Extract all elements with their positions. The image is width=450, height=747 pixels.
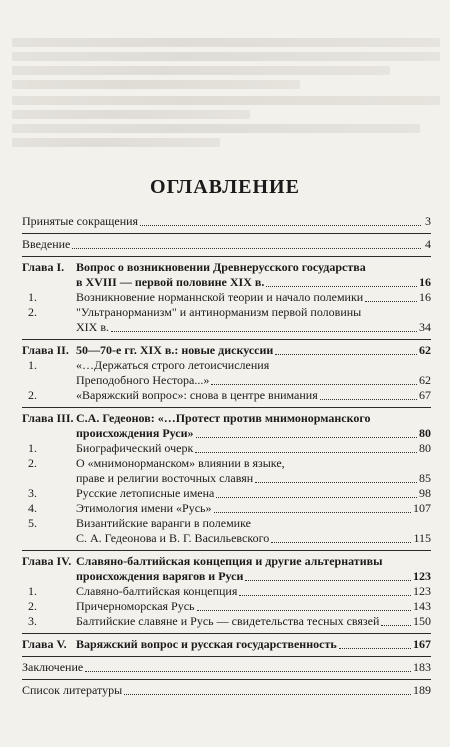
section-number: 2. xyxy=(28,599,37,613)
leader-dots xyxy=(211,384,417,385)
chapter-page: 123 xyxy=(413,569,431,583)
entry-label: Список литературы xyxy=(22,683,123,697)
section-entry[interactable] xyxy=(22,599,431,614)
bleed-through-text xyxy=(0,0,450,170)
toc-chapter-5 xyxy=(22,634,431,657)
chapter-heading[interactable] xyxy=(22,411,431,441)
chapter-title-line2: происхождения Руси» xyxy=(76,426,194,440)
entry-label: Введение xyxy=(22,237,71,251)
chapter-heading[interactable] xyxy=(22,343,431,358)
chapter-title-line1: Славяно-балтийская концепция и другие альтернативы xyxy=(76,554,383,568)
section-title: «Варяжский вопрос»: снова в центре внимания xyxy=(76,388,318,402)
section-page: 123 xyxy=(413,584,431,598)
section-page: 150 xyxy=(413,614,431,628)
section-title: Славяно-балтийская концепция xyxy=(76,584,238,598)
section-page: 143 xyxy=(413,599,431,613)
chapter-heading[interactable] xyxy=(22,260,431,290)
toc-chapter-3 xyxy=(22,408,431,551)
section-number: 3. xyxy=(28,614,37,628)
section-title: Этимология имени «Русь» xyxy=(76,501,212,515)
section-entry[interactable] xyxy=(22,501,431,516)
chapter-title-line2: в XVIII — первой половине XIX в. xyxy=(76,275,265,289)
chapter-page: 62 xyxy=(419,343,431,357)
chapter-heading[interactable] xyxy=(22,637,431,652)
chapter-number: Глава II. xyxy=(22,343,69,357)
running-head xyxy=(14,6,438,20)
section-title-line1: Византийские варанги в полемике xyxy=(76,516,251,530)
section-page: 107 xyxy=(413,501,431,515)
leader-dots xyxy=(216,497,417,498)
section-page: 85 xyxy=(419,471,431,485)
section-title: Биографический очерк xyxy=(76,441,194,455)
leader-dots xyxy=(266,286,417,287)
leader-dots xyxy=(245,580,411,581)
section-number: 1. xyxy=(28,441,37,455)
entry-page: 189 xyxy=(413,683,431,697)
section-page: 98 xyxy=(419,486,431,500)
entry-label: Заключение xyxy=(22,660,84,674)
chapter-title-line2: происхождения варягов и Руси xyxy=(76,569,244,583)
table-of-contents xyxy=(22,211,431,702)
section-number: 2. xyxy=(28,388,37,402)
chapter-page: 80 xyxy=(419,426,431,440)
chapter-page: 16 xyxy=(419,275,431,289)
section-title-line2: XIX в. xyxy=(76,320,109,334)
toc-chapter-4 xyxy=(22,551,431,634)
section-number: 2. xyxy=(28,456,37,470)
leader-dots xyxy=(85,671,411,672)
section-title-line1: "Ультранорманизм" и антинорманизм первой половины xyxy=(76,305,362,319)
section-page: 115 xyxy=(413,531,431,545)
section-title: Причерноморская Русь xyxy=(76,599,195,613)
section-title-line1: О «мнимонорманском» влиянии в языке, xyxy=(76,456,285,470)
entry-page: 3 xyxy=(425,214,431,228)
section-number: 5. xyxy=(28,516,37,530)
chapter-number: Глава V. xyxy=(22,637,67,651)
section-title: Балтийские славяне и Русь — свидетельства тесных связей xyxy=(76,614,380,628)
section-entry[interactable] xyxy=(22,614,431,629)
chapter-title-line1: С.А. Гедеонов: «…Протест против мнимонорманского xyxy=(76,411,371,425)
chapter-number: Глава IV. xyxy=(22,554,72,568)
section-title-line1: «…Держаться строго летоисчисления xyxy=(76,358,270,372)
leader-dots xyxy=(255,482,417,483)
page-title: ОГЛАВЛЕНИЕ xyxy=(150,176,300,198)
toc-entry-abbreviations[interactable] xyxy=(22,211,431,234)
toc-chapter-1 xyxy=(22,257,431,340)
chapter-title: Варяжский вопрос и русская государственность xyxy=(76,637,337,651)
section-title-line2: Преподобного Нестора...» xyxy=(76,373,210,387)
section-page: 80 xyxy=(419,441,431,455)
section-entry[interactable] xyxy=(22,388,431,403)
section-page: 34 xyxy=(419,320,431,334)
section-title: Русские летописные имена xyxy=(76,486,215,500)
leader-dots xyxy=(339,648,411,649)
section-entry[interactable] xyxy=(22,305,431,335)
chapter-heading[interactable] xyxy=(22,554,431,584)
chapter-page: 167 xyxy=(413,637,431,651)
toc-entry-conclusion[interactable] xyxy=(22,657,431,680)
section-title-line2: праве и религии восточных славян xyxy=(76,471,254,485)
section-entry[interactable] xyxy=(22,441,431,456)
section-entry[interactable] xyxy=(22,486,431,501)
leader-dots xyxy=(195,452,417,453)
leader-dots xyxy=(197,610,411,611)
section-number: 1. xyxy=(28,358,37,372)
section-number: 4. xyxy=(28,501,37,515)
leader-dots xyxy=(140,225,421,226)
leader-dots xyxy=(111,331,417,332)
section-number: 1. xyxy=(28,290,37,304)
section-title: Возникновение норманнской теории и начало полемики xyxy=(76,290,364,304)
section-entry[interactable] xyxy=(22,516,431,546)
leader-dots xyxy=(72,248,421,249)
leader-dots xyxy=(365,301,417,302)
section-entry[interactable] xyxy=(22,456,431,486)
leader-dots xyxy=(239,595,411,596)
leader-dots xyxy=(214,512,411,513)
entry-page: 183 xyxy=(413,660,431,674)
section-page: 67 xyxy=(419,388,431,402)
toc-entry-introduction[interactable] xyxy=(22,234,431,257)
chapter-title: 50—70-е гг. XIX в.: новые дискуссии xyxy=(76,343,274,357)
leader-dots xyxy=(275,354,417,355)
leader-dots xyxy=(271,542,411,543)
section-entry[interactable] xyxy=(22,290,431,305)
leader-dots xyxy=(320,399,417,400)
leader-dots xyxy=(381,625,411,626)
chapter-number: Глава III. xyxy=(22,411,74,425)
entry-page: 4 xyxy=(425,237,431,251)
toc-chapter-2 xyxy=(22,340,431,408)
leader-dots xyxy=(124,694,411,695)
toc-entry-bibliography[interactable] xyxy=(22,680,431,702)
entry-label: Принятые сокращения xyxy=(22,214,139,228)
section-title-line2: С. А. Гедеонова и В. Г. Васильевского xyxy=(76,531,270,545)
section-number: 2. xyxy=(28,305,37,319)
section-entry[interactable] xyxy=(22,358,431,388)
section-number: 1. xyxy=(28,584,37,598)
section-page: 16 xyxy=(419,290,431,304)
chapter-title-line1: Вопрос о возникновении Древнерусского государства xyxy=(76,260,366,274)
section-number: 3. xyxy=(28,486,37,500)
section-page: 62 xyxy=(419,373,431,387)
leader-dots xyxy=(196,437,417,438)
chapter-number: Глава I. xyxy=(22,260,65,274)
section-entry[interactable] xyxy=(22,584,431,599)
